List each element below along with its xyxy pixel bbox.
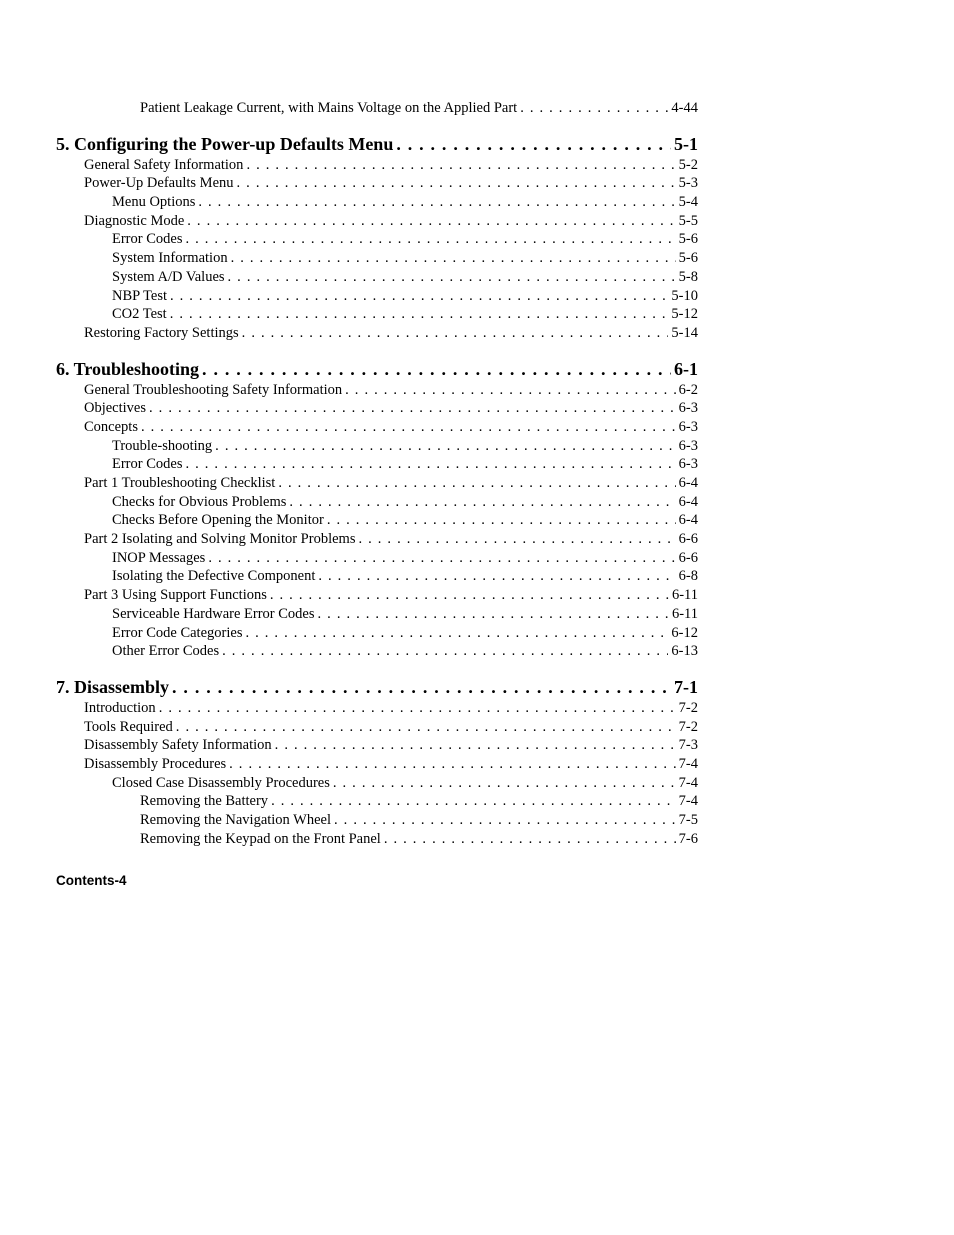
toc-page-number: 7-2: [678, 718, 698, 735]
toc-entry[interactable]: [56, 324, 698, 343]
dot-leader: [358, 530, 675, 549]
dot-leader: [396, 132, 671, 156]
dot-leader: [229, 755, 676, 774]
toc-entry-title: Introduction: [84, 699, 156, 716]
dot-leader: [208, 549, 675, 568]
toc-entry-title: Menu Options: [112, 194, 196, 211]
toc-entry-title: General Troubleshooting Safety Information: [84, 381, 343, 398]
toc-entry-title: CO2 Test: [112, 306, 167, 323]
dot-leader: [384, 830, 676, 849]
dot-leader: [327, 511, 676, 530]
toc-entry-title: Removing the Battery: [140, 793, 269, 810]
dot-leader: [222, 642, 668, 661]
toc-entry[interactable]: [56, 530, 698, 549]
toc-page-number: 6-4: [678, 475, 698, 491]
toc-entry-title: INOP Messages: [112, 549, 206, 566]
dot-leader: [275, 736, 676, 755]
toc-chapter-entry[interactable]: [56, 132, 698, 156]
toc-entry[interactable]: [56, 605, 698, 624]
dot-leader: [198, 193, 675, 212]
toc-entry-title: Power-Up Defaults Menu: [84, 175, 234, 192]
toc-entry-title: 5. Configuring the Power-up Defaults Menu: [56, 133, 394, 154]
toc-page-number: 5-2: [678, 156, 698, 173]
dot-leader: [237, 174, 676, 193]
toc-entry-title: Restoring Factory Settings: [84, 324, 239, 341]
toc-entry-title: Other Error Codes: [112, 643, 220, 660]
toc-page-number: 6-6: [678, 531, 698, 548]
toc-entry-title: Objectives: [84, 400, 147, 417]
toc-entry-title: Serviceable Hardware Error Codes: [112, 605, 315, 622]
toc-page-number: 6-1: [674, 358, 698, 379]
toc-page-number: 5-6: [678, 250, 698, 267]
toc-entry-title: Checks for Obvious Problems: [112, 493, 287, 510]
toc-entry[interactable]: [56, 99, 698, 118]
toc-entry-title: Concepts: [84, 418, 138, 435]
toc-page-number: 5-3: [678, 175, 698, 192]
toc-entry-title: Removing the Keypad on the Front Panel: [140, 830, 381, 847]
dot-leader: [170, 287, 668, 306]
dot-leader: [520, 99, 668, 118]
toc-entry-title: 7. Disassembly: [56, 676, 170, 697]
toc-page-number: 5-14: [671, 324, 698, 341]
toc-entry-title: Patient Leakage Current, with Mains Voltage on the Applied Part: [140, 100, 518, 116]
table-of-contents: [56, 99, 698, 848]
toc-page-number: 7-3: [678, 737, 698, 754]
toc-page-number: 6-3: [678, 456, 698, 473]
toc-page-number: 6-2: [678, 381, 698, 398]
toc-page-number: 6-3: [678, 400, 698, 417]
toc-entry[interactable]: [56, 193, 698, 212]
dot-leader: [246, 156, 675, 175]
toc-entry-title: Removing the Navigation Wheel: [140, 812, 332, 828]
dot-leader: [271, 792, 676, 811]
toc-entry[interactable]: [56, 567, 698, 586]
toc-entry[interactable]: [56, 268, 698, 287]
toc-page-number: 5-1: [674, 133, 698, 154]
toc-entry[interactable]: [56, 511, 698, 530]
toc-page-number: 4-44: [671, 100, 698, 116]
toc-entry-title: General Safety Information: [84, 156, 244, 173]
toc-entry[interactable]: [56, 174, 698, 193]
dot-leader: [149, 399, 676, 418]
toc-entry[interactable]: [56, 418, 698, 437]
toc-entry[interactable]: [56, 718, 698, 737]
dot-leader: [172, 675, 671, 699]
dot-leader: [242, 324, 669, 343]
toc-entry-title: Error Codes: [112, 456, 183, 473]
toc-page-number: 6-6: [678, 549, 698, 566]
toc-page-number: 5-12: [671, 306, 698, 323]
toc-entry[interactable]: [56, 212, 698, 231]
dot-leader: [334, 811, 676, 830]
toc-entry[interactable]: [56, 399, 698, 418]
toc-entry-title: System Information: [112, 250, 228, 267]
toc-entry[interactable]: [56, 305, 698, 324]
toc-entry[interactable]: [56, 830, 698, 849]
dot-leader: [278, 474, 675, 493]
toc-entry-title: Trouble-shooting: [112, 437, 213, 454]
toc-chapter-entry[interactable]: [56, 675, 698, 699]
toc-entry-title: System A/D Values: [112, 268, 225, 285]
toc-page-number: 6-3: [678, 437, 698, 454]
toc-entry[interactable]: [56, 493, 698, 512]
toc-page-number: 7-4: [678, 774, 698, 791]
toc-entry-title: NBP Test: [112, 287, 167, 304]
toc-entry[interactable]: [56, 755, 698, 774]
toc-entry-title: Error Codes: [112, 231, 183, 248]
toc-entry-title: Error Code Categories: [112, 624, 243, 641]
toc-page-number: 7-1: [674, 676, 698, 697]
toc-page-number: 7-4: [678, 755, 698, 772]
toc-page-number: 5-6: [678, 231, 698, 248]
toc-entry-title: Diagnostic Mode: [84, 212, 185, 229]
toc-page-number: 7-5: [678, 812, 698, 828]
toc-entry-title: Part 1 Troubleshooting Checklist: [84, 475, 276, 491]
toc-entry[interactable]: [56, 381, 698, 400]
toc-page-number: 5-5: [678, 212, 698, 229]
toc-page-number: 5-8: [678, 268, 698, 285]
toc-page-number: 5-4: [678, 194, 698, 211]
toc-page-number: 6-13: [671, 643, 698, 660]
toc-entry-title: Closed Case Disassembly Procedures: [112, 774, 330, 791]
toc-entry[interactable]: [56, 549, 698, 568]
toc-page-number: 6-3: [678, 418, 698, 435]
toc-entry[interactable]: [56, 455, 698, 474]
toc-entry[interactable]: [56, 699, 698, 718]
toc-page-number: 5-10: [671, 287, 698, 304]
dot-leader: [185, 455, 675, 474]
toc-page-number: 6-8: [678, 568, 698, 585]
toc-entry-title: Tools Required: [84, 718, 173, 735]
dot-leader: [202, 357, 671, 381]
dot-leader: [231, 249, 676, 268]
toc-page-number: 6-11: [671, 605, 698, 622]
toc-entry-title: Part 2 Isolating and Solving Monitor Problems: [84, 531, 356, 548]
dot-leader: [270, 586, 669, 605]
dot-leader: [185, 230, 675, 249]
dot-leader: [159, 699, 676, 718]
page-footer: Contents-4: [56, 873, 127, 888]
toc-page-number: 6-12: [671, 624, 698, 641]
toc-entry-title: Disassembly Safety Information: [84, 737, 272, 754]
dot-leader: [228, 268, 676, 287]
dot-leader: [176, 718, 676, 737]
toc-entry-title: Part 3 Using Support Functions: [84, 587, 267, 604]
toc-page-number: 6-4: [678, 493, 698, 510]
toc-entry[interactable]: [56, 792, 698, 811]
toc-entry[interactable]: [56, 474, 698, 493]
toc-entry[interactable]: [56, 287, 698, 306]
toc-page-number: 7-6: [678, 830, 698, 847]
toc-entry[interactable]: [56, 437, 698, 456]
toc-page-number: 7-4: [678, 793, 698, 810]
toc-entry[interactable]: [56, 230, 698, 249]
dot-leader: [289, 493, 675, 512]
toc-entry-title: Isolating the Defective Component: [112, 568, 316, 585]
toc-entry[interactable]: [56, 736, 698, 755]
dot-leader: [245, 624, 668, 643]
dot-leader: [318, 605, 669, 624]
toc-entry-title: 6. Troubleshooting: [56, 358, 200, 379]
toc-entry-title: Checks Before Opening the Monitor: [112, 512, 324, 529]
toc-entry[interactable]: [56, 156, 698, 175]
dot-leader: [333, 774, 676, 793]
toc-entry[interactable]: [56, 811, 698, 830]
toc-chapter-entry[interactable]: [56, 357, 698, 381]
dot-leader: [345, 381, 676, 400]
dot-leader: [215, 437, 675, 456]
toc-entry[interactable]: [56, 586, 698, 605]
dot-leader: [170, 305, 669, 324]
toc-entry[interactable]: [56, 624, 698, 643]
dot-leader: [318, 567, 675, 586]
dot-leader: [141, 418, 676, 437]
toc-page-number: 6-11: [671, 587, 698, 604]
toc-page-number: 7-2: [678, 699, 698, 716]
toc-entry-title: Disassembly Procedures: [84, 755, 227, 772]
toc-entry[interactable]: [56, 249, 698, 268]
toc-entry[interactable]: [56, 774, 698, 793]
toc-page-number: 6-4: [678, 512, 698, 529]
toc-entry[interactable]: [56, 642, 698, 661]
dot-leader: [187, 212, 675, 231]
